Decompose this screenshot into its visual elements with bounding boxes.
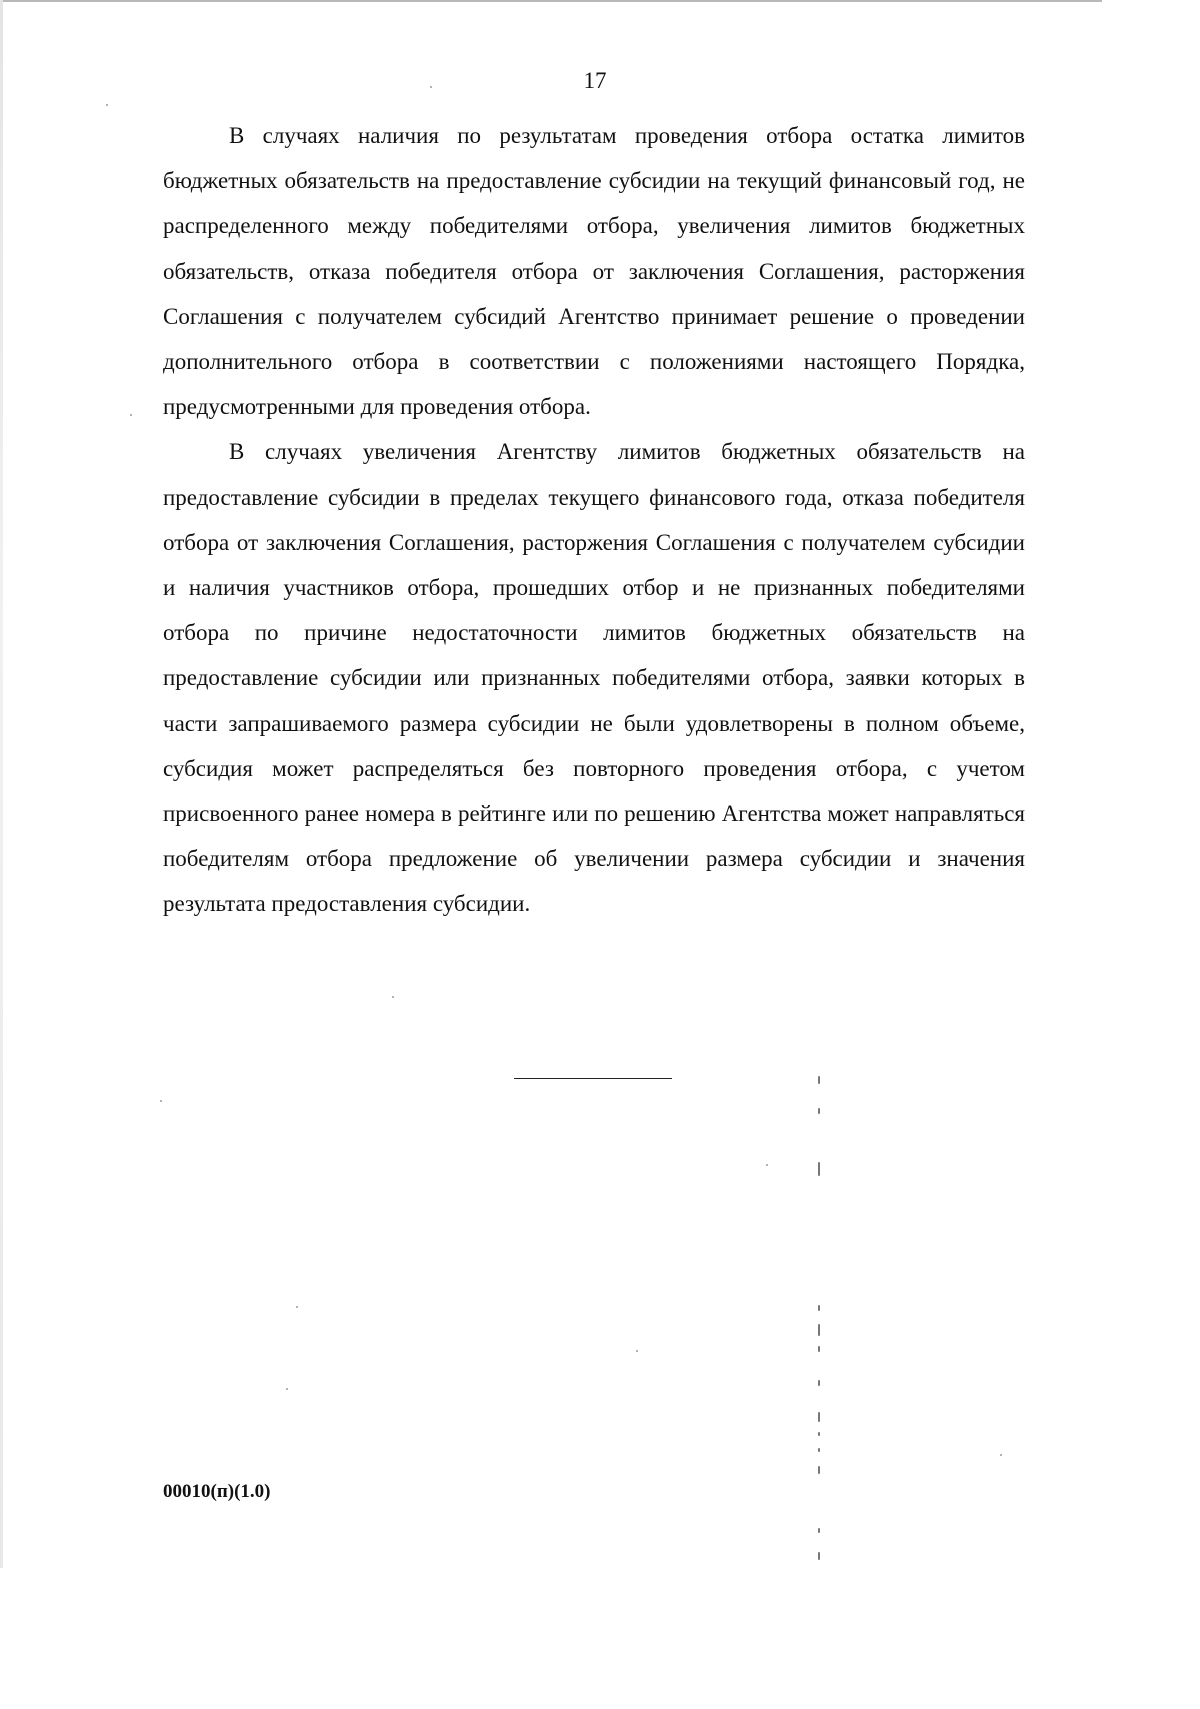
document-form-code: 00010(п)(1.0) <box>163 1481 271 1502</box>
scan-dot <box>286 1388 288 1390</box>
scan-mark <box>818 1380 820 1386</box>
scan-top-border <box>0 0 1102 2</box>
scan-dot <box>296 1306 298 1308</box>
scan-mark <box>818 1466 820 1474</box>
paragraph-2: В случаях увеличения Агентству лимитов бюджетных обязательств на предоставление субсидии в пределах текущего финансового года, отказа победителя отбора от заключения Соглашения, расторжения Соглашения с получателем субсидии и наличия участников отбора, прошедших отбор и не признанных победителями отбора по причине недостаточности лимитов бюджетных обязательств на предоставление субсидии или признанных победителями отбора, заявки которых в части запрашиваемого размера субсидии не были удовлетворены в полном объеме, субсидия может распределяться без повторного проведения отбора, с учетом присвоенного ранее номера в рейтинге или по решению Агентства может направляться победителям отбора предложение об увеличении размера субсидии и значения результата предоставления субсидии. <box>163 439 1025 917</box>
scan-mark <box>818 1108 820 1114</box>
scan-mark <box>818 1305 820 1311</box>
scan-mark <box>818 1412 820 1422</box>
scan-mark <box>818 1432 820 1436</box>
scan-dot <box>1000 1454 1002 1456</box>
scan-dot <box>766 1164 768 1166</box>
scan-mark <box>818 1162 820 1176</box>
scan-mark <box>818 1552 820 1560</box>
scan-mark <box>818 1528 820 1533</box>
scan-dot <box>160 1100 162 1102</box>
closing-separator-line <box>514 1078 672 1079</box>
scan-dot <box>106 104 108 106</box>
scan-mark <box>818 1448 820 1452</box>
scan-dot <box>392 996 394 998</box>
document-body <box>163 113 1025 927</box>
scan-mark <box>818 1076 820 1084</box>
scan-left-edge <box>0 0 3 1568</box>
scan-dot <box>130 414 132 416</box>
scan-dot <box>430 86 432 88</box>
scan-mark <box>818 1324 820 1336</box>
page-number: 17 <box>583 68 607 93</box>
scan-mark <box>818 1346 820 1352</box>
paragraph-1: В случаях наличия по результатам проведения отбора остатка лимитов бюджетных обязательств на предоставление субсидии на текущий финансовый год, не распределенного между победителями отбора, увеличения лимитов бюджетных обязательств, отказа победителя отбора от заключения Соглашения, расторжения Соглашения с получателем субсидий Агентство принимает решение о проведении дополнительного отбора в соответствии с положениями настоящего Порядка, предусмотренными для проведения отбора. <box>163 123 1025 420</box>
scan-dot <box>636 1350 638 1352</box>
